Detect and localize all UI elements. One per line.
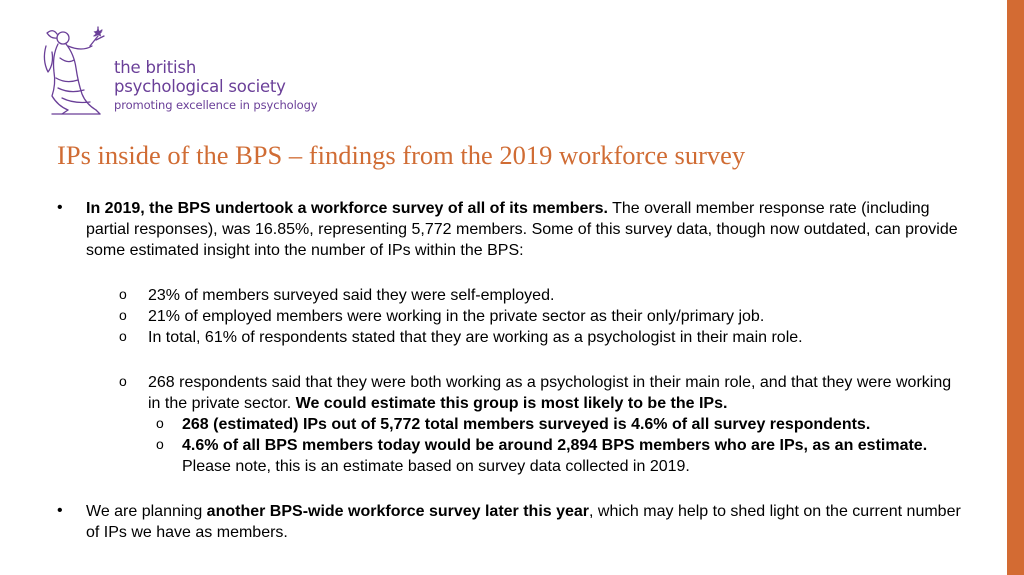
subbullet-4-bold: We could estimate this group is most likely to be the IPs. (295, 395, 728, 412)
subbullet-marker: o (119, 373, 127, 389)
subbullet-marker: o (119, 286, 127, 302)
bps-logo (38, 24, 338, 124)
subbullet-marker: o (119, 328, 127, 344)
sub-subbullet-marker: o (156, 415, 164, 431)
bullet-1-bold: In 2019, the BPS undertook a workforce survey of all of its members. (86, 200, 608, 217)
sub-subbullet-2 (182, 435, 962, 477)
bullet-marker: • (57, 199, 63, 216)
sub-subbullet-1 (182, 414, 982, 435)
sub-subbullet-2-body: Please note, this is an estimate based on survey data collected in 2019. (182, 458, 690, 475)
subbullet-1: 23% of members surveyed said they were self-employed. (148, 287, 555, 304)
sub-subbullet-1-bold: 268 (estimated) IPs out of 5,772 total members surveyed is 4.6% of all survey respondents. (182, 416, 871, 433)
logo-tagline: promoting excellence in psychology (114, 98, 318, 112)
logo-wordmark (114, 58, 318, 113)
subbullet-4 (148, 372, 958, 414)
bullet-1-body: The overall member response rate (including partial responses), was 16.85%, representing 5,772 members. Some of this survey data, though now outdated, can provide some estimated insight into the number of IPs within the BPS: (86, 200, 958, 259)
slide-title: IPs inside of the BPS – findings from the 2019 workforce survey (57, 140, 746, 170)
bullet-1-text (86, 198, 976, 261)
bullet-2-body-b: , which may help to shed light on the current number of IPs we have as members. (86, 503, 961, 541)
subbullet-marker: o (119, 307, 127, 323)
subbullet-4-body: 268 respondents said that they were both working as a psychologist in their main role, and that they were working in the private sector. (148, 374, 952, 412)
subbullet-2: 21% of employed members were working in the private sector as their only/primary job. (148, 308, 765, 325)
bullet-marker: • (57, 502, 63, 519)
logo-line-1: the british (114, 58, 197, 77)
bullet-2-bold: another BPS-wide workforce survey later this year (206, 503, 590, 520)
psyche-figure-icon (38, 24, 110, 120)
subbullet-3: In total, 61% of respondents stated that they are working as a psychologist in their main role. (148, 329, 803, 346)
sub-subbullet-2-bold: 4.6% of all BPS members today would be around 2,894 BPS members who are IPs, as an estimate. (182, 437, 928, 454)
sub-subbullet-marker: o (156, 436, 164, 452)
logo-line-2: psychological society (114, 77, 286, 96)
bullet-2-body-a: We are planning (86, 503, 207, 520)
bullet-2-text (86, 501, 971, 543)
